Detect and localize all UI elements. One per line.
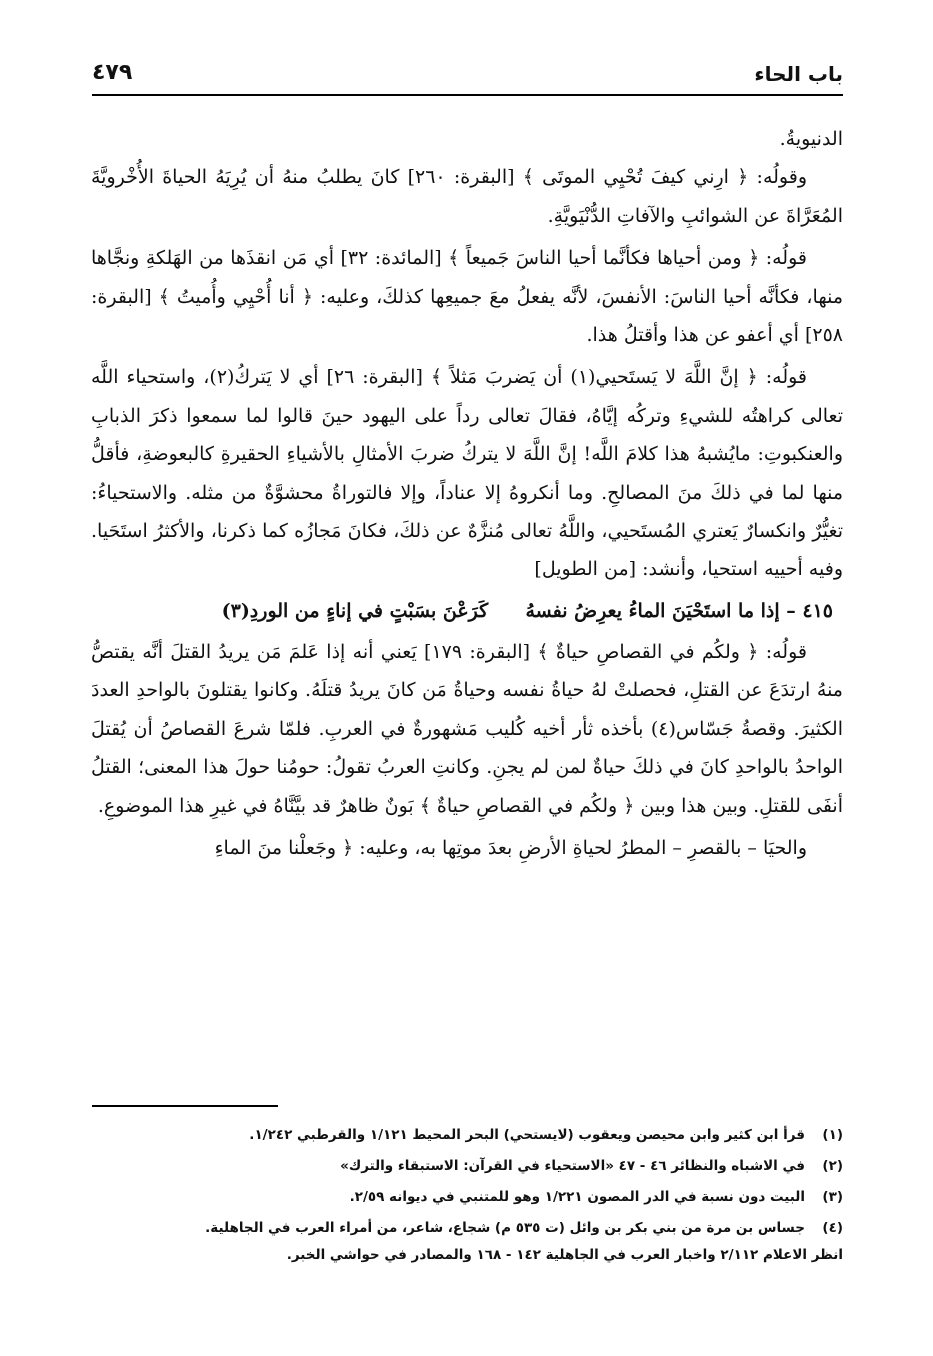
verse-dash: – <box>786 599 796 622</box>
footnote-text: في الاشباه والنظائر ٤٦ - ٤٧ «الاستحياء في القرآن: الاستبقاء والترك» <box>340 1158 805 1174</box>
footnote <box>91 1182 843 1213</box>
verse-hemistich-2: كَرَعْنَ بسَبْتٍ في إناءٍ من الوردِ(٣) <box>221 599 489 622</box>
running-header <box>92 58 843 92</box>
paragraph: قولُه: ﴿ ولكُم في القصاصِ حياةٌ ﴾ [البقرة: ١٧٩] يَعني أنه إذا عَلمَ مَن يريدُ القتلَ أنَّه يقتصُّ منهُ ارتدَعَ عن القتلِ، فحصلتْ لهُ حياةُ نفسه وحياةُ مَن كانَ يريدُ قتلَهُ. وكانوا يقتلونَ بالواحدِ العددَ الكثيرَ. وقصةُ جَسّاس(٤) بأخذه ثأر أخيه كُليب مَشهورةٌ في العربِ. فلمّا شرعَ القصاصُ أن يُقتلَ الواحدُ بالواحدِ كانَ في ذلكَ حياةٌ لمن لم يجنِ. وكانتِ العربُ تقولُ: حومُنا حولَ هذا المعنى؛ القتلُ أنفَى للقتلِ. وبين هذا وبين ﴿ ولكُم في القصاصِ حياةٌ ﴾ بَونٌ ظاهرٌ قد بيَّنَّاهُ في غيرِ هذا الموضوعِ. <box>91 640 843 817</box>
paragraph: والحيَا – بالقصرِ – المطرُ لحياةِ الأرضِ بعدَ موتِها به، وعليه: ﴿ وجَعلْنا منَ الماءِ <box>214 836 807 859</box>
footnotes <box>91 1120 843 1271</box>
paragraph: قولُه: ﴿ ومن أحياها فكأنَّما أحيا الناسَ جَميعاً ﴾ [المائدة: ٣٢] أي مَن انقذَها من الهَلكةِ ونجَّاها منها، فكأنَّه أحيا الناسَ: الأنفسَ، لأنَّه يفعلُ معَ جميعِها كذلكَ، وعليه: ﴿ أنا أُحْيِي وأُميتُ ﴾ [البقرة: ٢٥٨] أي أعفو عن هذا وأقتلُ هذا. <box>91 247 843 347</box>
footnote-separator <box>92 1105 278 1107</box>
footnote-number: (١) <box>822 1127 843 1143</box>
footnote-number: (٢) <box>822 1158 843 1174</box>
verse-hemistich-1: إذا ما استَحْيَنَ الماءُ يعرِضُ نفسهُ <box>525 599 780 622</box>
footnote-number: (٤) <box>822 1220 843 1236</box>
page-number: ٤٧٩ <box>92 60 133 85</box>
paragraph: قولُه: ﴿ إنَّ اللَّهَ لا يَستَحيي(١) أن يَضربَ مَثلاً ﴾ [البقرة: ٢٦] أي لا يَتركُ(٢)، واستحياء اللَّه تعالى كراهتُه للشيءِ وتركُه إيَّاهُ، فقالَ تعالى رداً على اليهود حينَ قالوا لما سمعوا ذكرَ الذبابِ والعنكبوتِ: مايُشبهُ هذا كلامَ اللَّه! إنَّ اللَّهَ لا يتركُ ضربَ الأمثالِ بالأشياءِ الحقيرةِ كالبعوضةِ، فأقلُّ منها لما في ذلكَ منَ المصالحِ. وما أنكروهُ إلا عناداً، وإلا فالتوراةُ محشوَّةٌ من مثله. والاستحياءُ: تغيُّرٌ وانكسارٌ يَعتري المُستَحيي، واللَّهُ تعالى مُنزَّهٌ عن ذلكَ، فكانَ مَجازُه كما ذكرنا، والأكثرُ استَحَيا. وفيه أحييه استحيا، وأنشد: [من الطويل] <box>91 366 843 581</box>
verse-number: ٤١٥ <box>802 599 833 622</box>
paragraph: الدنيويةُ. <box>779 128 843 150</box>
footnote-text: قرأ ابن كثير وابن محيصن ويعقوب (لايستحي) البحر المحيط ١/١٢١ والقرطبي ١/٢٤٢. <box>249 1127 805 1143</box>
footnote-text: البيت دون نسبة في الدر المصون ١/٢٢١ وهو للمتنبي في ديوانه ٢/٥٩. <box>349 1189 805 1205</box>
footnote-continuation: انظر الاعلام ٢/١١٢ واخبار العرب في الجاهلية ١٤٢ - ١٦٨ والمصادر في حواشي الخبر. <box>286 1247 843 1263</box>
footnote <box>91 1120 843 1151</box>
chapter-title: باب الحاء <box>754 62 843 86</box>
main-text <box>91 120 843 867</box>
paragraph: وقولُه: ﴿ ارِني كيفَ تُحْيِي الموتَى ﴾ [البقرة: ٢٦٠] كانَ يطلبُ منهُ أن يُرِيَهُ الحياةَ الأُخْرويَّةَ المُعَرَّاةَ عن الشوائبِ والآفاتِ الدُّنْيَويَّةِ. <box>91 166 843 227</box>
footnote <box>91 1151 843 1182</box>
poetry-verse <box>91 591 843 631</box>
footnote-text: جساس بن مرة من بني بكر بن وائل (ت ٥٣٥ م) شجاع، شاعر، من أمراء العرب في الجاهلية. <box>205 1220 805 1236</box>
footnote-number: (٣) <box>822 1189 843 1205</box>
header-rule <box>92 94 843 96</box>
